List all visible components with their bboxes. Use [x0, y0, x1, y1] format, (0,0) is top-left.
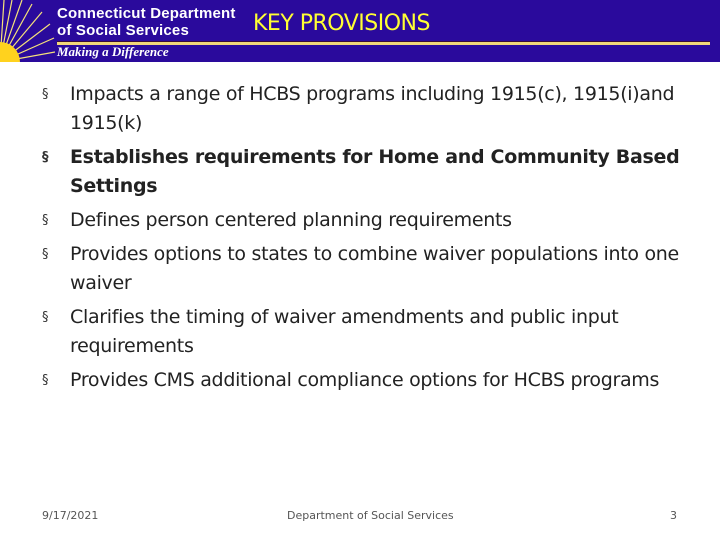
bullet-icon: § — [42, 87, 49, 102]
footer-date: 9/17/2021 — [42, 509, 99, 522]
bullet-list — [40, 80, 700, 400]
org-name — [57, 5, 236, 39]
slide-title: KEY PROVISIONS — [253, 11, 430, 36]
page-number: 3 — [670, 509, 677, 522]
bullet-text: Clarifies the timing of waiver amendments and public input requirements — [70, 306, 619, 357]
footer-center: Department of Social Services — [287, 509, 454, 522]
tagline: Making a Difference — [57, 44, 169, 59]
bullet-text: Provides CMS additional compliance options for HCBS programs — [70, 369, 660, 391]
bullet-text: Impacts a range of HCBS programs including 1915(c), 1915(i)and 1915(k) — [70, 83, 675, 134]
sunburst-logo-icon — [0, 0, 55, 62]
bullet-item — [40, 206, 700, 235]
bullet-item — [40, 80, 700, 138]
org-name-line2: of Social Services — [57, 22, 190, 39]
bullet-text: Provides options to states to combine waiver populations into one waiver — [70, 243, 679, 294]
bullet-item — [40, 366, 700, 395]
org-name-line1: Connecticut Department — [57, 5, 236, 22]
bullet-item — [40, 303, 700, 361]
bullet-icon: § — [42, 310, 49, 325]
bullet-icon: § — [42, 373, 49, 388]
bullet-item — [40, 240, 700, 298]
bullet-text: Establishes requirements for Home and Community Based Settings — [70, 146, 680, 197]
header-banner — [0, 0, 720, 62]
bullet-item — [40, 143, 700, 201]
bullet-icon: § — [42, 213, 49, 228]
bullet-icon: § — [42, 150, 49, 165]
bullet-icon: § — [42, 247, 49, 262]
bullet-text: Defines person centered planning requirements — [70, 209, 512, 231]
